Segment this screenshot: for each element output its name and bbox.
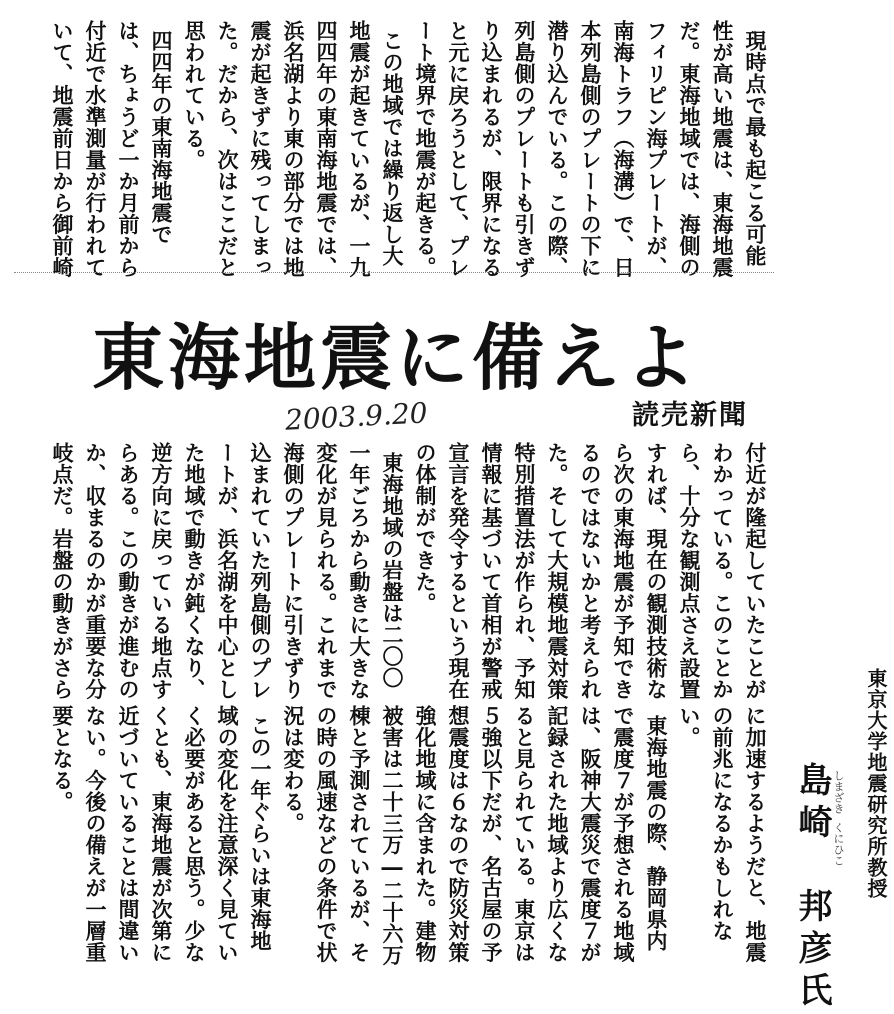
text-column: 域の変化を注意深く見てい [215,705,239,963]
text-column: く必要があると思う。少な [182,705,206,963]
text-column: た。そして大規模地震対策 [545,442,569,700]
text-column: 記録された地域より広くな [545,705,569,963]
text-column: ら次の東海地震が予知でき [611,442,635,700]
text-column: 付近で水準測量が行われて [83,20,107,278]
text-column: ると見られている。東京は [512,705,536,963]
handwritten-date: 2003.9.20 [284,396,429,437]
author-furigana-family: しまざき [832,770,845,814]
text-column: 特別措置法が作られ、予知 [512,442,536,700]
text-column: で震度７が予想される地域 [611,705,635,963]
text-column: に加速するようだと、地震 [743,705,767,963]
text-column: 一年ごろから動きに大きな [347,442,371,700]
author-furigana-given: くにひこ [832,822,845,866]
text-column: 要となる。 [50,705,74,813]
text-column: 逆方向に戻っている地点す [149,442,173,700]
text-column: 近づいていることは間違い [116,705,140,963]
text-column: 込まれていた列島側のプレ [248,442,272,700]
text-column: ートが、浜名湖を中心とし [215,442,239,700]
text-column: た。だから、次はここだと [215,20,239,278]
text-column: 南海トラフ（海溝）で、日 [611,20,635,278]
text-column: この一年ぐらいは東海地 [248,715,272,952]
text-column: 強化地域に含まれた。建物 [413,705,437,963]
text-column: ら、十分な観測点さえ設置 [677,442,701,700]
text-column: 震が起きずに残ってしまっ [248,20,272,278]
text-column: た地域で動きが鈍くなり、 [182,442,206,700]
text-column: 列島側のプレートも引きず [512,20,536,278]
text-column: この地域では繰り返し大 [380,30,404,267]
text-column: いて、地震前日から御前崎 [50,20,74,278]
text-column: 地震が起きているが、一九 [347,20,371,278]
text-column: は、阪神大震災で震度７が [578,705,602,963]
text-column: ない。今後の備えが一層重 [83,705,107,963]
text-column: 本列島側のプレートの下に [578,20,602,278]
text-column: ート境界で地震が起きる。 [413,20,437,278]
column-divider [14,272,774,273]
text-column: の時の風速などの条件で状 [314,705,338,963]
text-column: 被害は二十三万―二十六万 [380,705,404,966]
text-column: 岐点だ。岩盤の動きがさら [50,442,74,700]
text-column: 付近が隆起していたことが [743,442,767,700]
text-column: 現時点で最も起こる可能 [743,30,767,267]
text-column: は、ちょうど一か月前から [116,20,140,278]
newspaper-source: 読売新聞 [632,400,748,431]
text-column: の体制ができた。 [413,442,437,614]
text-column: 宣言を発令するという現在 [446,442,470,700]
text-column: らある。この動きが進むの [116,442,140,700]
text-column: フィリピン海プレートが、 [644,20,668,278]
text-column: くとも、東海地震が次第に [149,705,173,963]
text-column: 四四年の東南海地震では、 [314,20,338,278]
article-body-bottom [18,430,770,966]
text-column: と元に戻ろうとして、プレ [446,20,470,278]
text-column: り込まれるが、限界になる [479,20,503,278]
article-headline: 東海地震に備えよ [92,315,701,400]
text-column: の前兆になるかもしれな [710,705,734,942]
text-column: るのではないかと考えられ [578,442,602,700]
text-column: 東海地震の際、静岡県内 [644,715,668,952]
text-column: 性が高い地震は、東海地震 [710,20,734,278]
text-column: 浜名湖より東の部分では地 [281,20,305,278]
text-column: 況は変わる。 [281,705,305,834]
text-column: わかっている。このことか [710,442,734,700]
author-name: 島崎 邦彦氏 [792,762,832,1014]
author-affiliation: 東京大学地震研究所教授 [864,668,888,899]
text-column: 海側のプレートに引きずり [281,442,305,700]
text-column: 思われている。 [182,20,206,171]
text-column: ５強以下だが、名古屋の予 [479,705,503,963]
text-column: 潜り込んでいる。この際、 [545,20,569,278]
text-column: 四四年の東南海地震で [149,30,173,245]
text-column: すれば、現在の観測技術な [644,442,668,700]
text-column: か、収まるのかが重要な分 [83,442,107,700]
text-column: 情報に基づいて首相が警戒 [479,442,503,700]
text-column: 変化が見られる。これまで [314,442,338,700]
text-column: 棟と予測されているが、そ [347,705,371,963]
text-column: 東海地域の岩盤は二〇〇 [380,452,404,689]
text-column: い。 [677,705,701,748]
article-body-top [18,10,770,278]
text-column: だ。東海地域では、海側の [677,20,701,278]
text-column: 想震度は６なので防災対策 [446,705,470,963]
